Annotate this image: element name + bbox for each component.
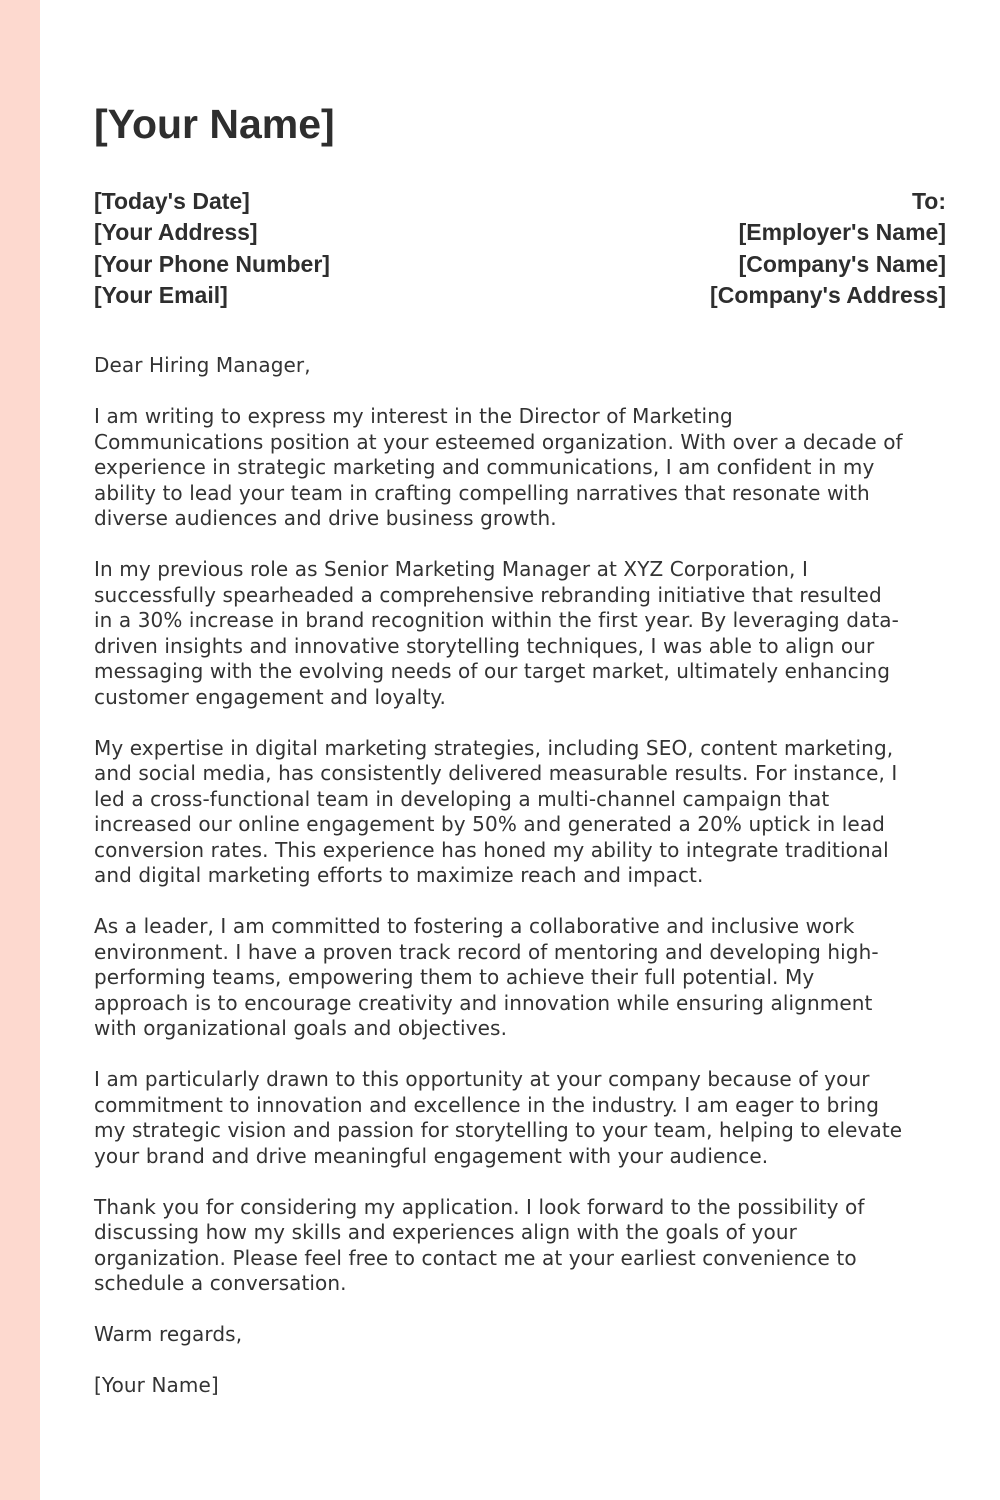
letter-paragraph	[94, 1067, 946, 1169]
recipient-contact-block	[710, 186, 946, 311]
letter-paragraph	[94, 404, 946, 532]
paragraph-line: increased our online engagement by 50% and generated a 20% uptick in lead	[94, 812, 885, 836]
paragraph-line: in a 30% increase in brand recognition within the first year. By leveraging data-	[94, 608, 899, 632]
paragraph-line: driven insights and innovative storytelling techniques, I was able to align our	[94, 633, 875, 658]
paragraph-line: commitment to innovation and excellence in the industry. I am eager to bring	[94, 1092, 880, 1117]
letter-paragraph	[94, 557, 946, 710]
paragraph-line: Communications position at your esteemed organization. With over a decade of	[94, 429, 903, 454]
cover-letter-page	[94, 0, 946, 1500]
letter-greeting: Dear Hiring Manager,	[94, 353, 311, 377]
paragraph-line: diverse audiences and drive business growth.	[94, 506, 557, 530]
letter-title-name: [Your Name]	[94, 101, 335, 147]
recipient-to-label: To:	[911, 188, 946, 214]
paragraph-line: I am particularly drawn to this opportunity at your company because of your	[94, 1067, 870, 1091]
recipient-employer-name: [Employer's Name]	[738, 219, 946, 246]
letter-paragraph	[94, 914, 946, 1042]
paragraph-line: ability to lead your team in crafting compelling narratives that resonate with	[94, 480, 870, 505]
letter-signature: [Your Name]	[94, 1373, 219, 1397]
sender-address: [Your Address]	[94, 219, 258, 246]
paragraph-line: successfully spearheaded a comprehensive rebranding initiative that resulted	[94, 582, 882, 607]
paragraph-line: with organizational goals and objectives.	[94, 1016, 508, 1040]
paragraph-line: performing teams, empowering them to achieve their full potential. My	[94, 965, 815, 989]
paragraph-line: messaging with the evolving needs of our target market, ultimately enhancing	[94, 659, 891, 683]
paragraph-line: customer engagement and loyalty.	[94, 684, 446, 709]
letter-paragraph	[94, 1195, 946, 1297]
paragraph-line: As a leader, I am committed to fostering a collaborative and inclusive work	[94, 914, 855, 938]
paragraph-line: I am writing to express my interest in the Director of Marketing	[94, 404, 733, 428]
paragraph-line: schedule a conversation.	[94, 1271, 347, 1295]
paragraph-line: organization. Please feel free to contact me at your earliest convenience to	[94, 1245, 857, 1270]
paragraph-line: My expertise in digital marketing strategies, including SEO, content marketing,	[94, 735, 894, 760]
letter-body	[94, 353, 946, 1424]
paragraph-line: my strategic vision and passion for storytelling to your team, helping to elevate	[94, 1118, 903, 1142]
recipient-company-name: [Company's Name]	[738, 250, 946, 277]
sender-phone: [Your Phone Number]	[94, 250, 330, 277]
paragraph-line: Thank you for considering my application. I look forward to the possibility of	[94, 1194, 865, 1219]
sender-email: [Your Email]	[94, 281, 228, 308]
letter-closing: Warm regards,	[94, 1322, 243, 1346]
accent-side-bar	[0, 0, 40, 1500]
paragraph-line: experience in strategic marketing and communications, I am confident in my	[94, 455, 875, 479]
letter-paragraph	[94, 736, 946, 889]
paragraph-line: conversion rates. This experience has honed my ability to integrate traditional	[94, 837, 889, 862]
paragraph-line: and social media, has consistently delivered measurable results. For instance, I	[94, 761, 898, 785]
sender-date: [Today's Date]	[94, 188, 250, 214]
sender-contact-block	[94, 186, 330, 311]
paragraph-line: your brand and drive meaningful engagement with your audience.	[94, 1143, 769, 1168]
paragraph-line: environment. I have a proven track record of mentoring and developing high-	[94, 939, 879, 964]
paragraph-line: and digital marketing efforts to maximize reach and impact.	[94, 863, 704, 887]
paragraph-line: discussing how my skills and experiences align with the goals of your	[94, 1220, 797, 1244]
paragraph-line: In my previous role as Senior Marketing Manager at XYZ Corporation, I	[94, 557, 808, 581]
recipient-company-address: [Company's Address]	[710, 281, 946, 308]
paragraph-line: led a cross-functional team in developing a multi-channel campaign that	[94, 786, 830, 811]
paragraph-line: approach is to encourage creativity and innovation while ensuring alignment	[94, 990, 873, 1015]
